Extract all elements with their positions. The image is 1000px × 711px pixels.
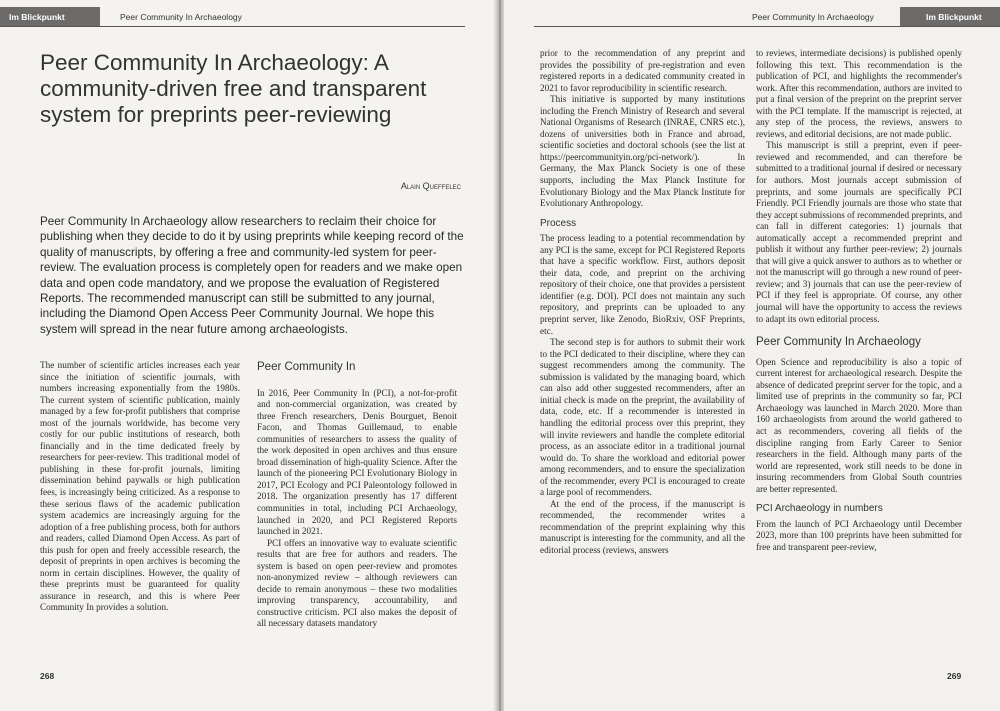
column-left-1 [40, 360, 240, 614]
subsection-heading: PCI Archaeology in numbers [756, 503, 883, 515]
header-rule [534, 26, 1000, 27]
right-page [504, 0, 1000, 711]
running-title: Peer Community In Archaeology [752, 12, 874, 22]
section-tag: Im Blickpunkt [0, 7, 100, 27]
column-left-2 [257, 362, 457, 630]
paragraph: The number of scientific articles increases each year since the initiation of scientific journals, with numbers increasing exponentially from the 1980s. The current system of scientific publication, mainly managed by a few for-profit publishers that comprise most of the journals worldwide, has become very costly for our public institutions of research, both financially and in the time dedicated freely by researchers for peer-review. This traditional model of publishing in these for-profit journals, limiting dissemination behind paywalls or high publication fees, is increasingly being criticized. As a response to these serious flaws of the academic publication system academics are increasingly arguing for the adoption of a free publishing process, both for authors and readers, called Diamond Open Access. As part of this push for open and freely accessible research, the deposit of preprints in open archives is becoming the norm in certain disciplines. However, the quality of these preprints must be guaranteed for quality assurance in research, and this is where Peer Community In provides a solution. [40, 360, 240, 613]
paragraph: From the launch of PCI Archaeology until December 2023, more than 100 preprints have been submitted for free and transparent peer-review, [756, 518, 962, 552]
paragraph: Open Science and reproducibility is also a topic of current interest for archaeological research. Despite the absence of dedicated preprint server for the topic, and a limited use of preprints in the community so far, PCI Archaeology was launched in March 2020. More than 160 archaeologists from around the world gathered to act as recommenders, covering all fields of the discipline ranging from Early Career to Senior researchers in the field. Although many parts of the world are represented, work still needs to be done in insuring recommenders from Global South countries are better represented. [756, 356, 962, 494]
paragraph: This manuscript is still a preprint, even if peer-reviewed and recommended, and can therefore be submitted to a traditional journal if desired or necessary for authors. Most journals accept submission of preprints, and some journals are specifically PCI Friendly. PCI Friendly journals are those who state that they accept submissions of recommended preprints, and can fall in different categories: 1) journals that automatically accept a recommended preprint and publish it without any further peer-review; 2) journals that will give a quick answer to authors as to whether or not the manuscript will go through a new round of peer-review; and 3) journals that can use the peer-review of PCI if they feel is appropriate. Of course, any other journal will have the opportunity to access the reviews to adapt its own editorial process. [756, 140, 962, 324]
column-right-2 [756, 48, 962, 553]
section-heading: Peer Community In Archaeology [756, 336, 921, 349]
page-number: 269 [947, 671, 962, 681]
paragraph: PCI offers an innovative way to evaluate scientific results that are free for authors and readers. The system is based on open peer-review and promotes non-anonymized review – although reviewers can decide to remain anonymous – these two modalities improving transparency, accountability, and constructive criticism. PCI also makes the deposit of all necessary datasets mandatory [257, 537, 457, 629]
paragraph: to reviews, intermediate decisions) is published openly following this text. This recommendation is the publication of PCI, and highlights the recommender's work. After this recommendation, authors are invited to put a final version of the preprint on the preprint server with the PCI template. If the manuscript is rejected, at any step of the process, the reviews, answers to reviews, and editorial decisions, are not made public. [756, 48, 962, 139]
column-right-1 [540, 48, 745, 557]
section-heading: Process [540, 217, 577, 229]
article-title: Peer Community In Archaeology: A community-driven free and transparent system for preprints peer-reviewing [40, 50, 427, 127]
paragraph: The second step is for authors to submit their work to the PCI dedicated to their discipline, where they can suggest recommenders among the community. The submission is validated by the managing board, which can also add other suggested recommenders, after an initial check is made on the preprint, the availability of data, code, etc. If a recommender is interested in handling the editorial process over this preprint, they will invite reviewers and handle the complete editorial process, as an associate editor in a traditional journal would do. To share the workload and editorial power among recommenders, and to ensure the specialization of the recommender, every PCI is encouraged to create a large pool of recommenders. [540, 337, 745, 498]
paragraph: This initiative is supported by many institutions including the French Ministry of Research and several National Organisms of Research (INRAE, CNRS etc.), dozens of universities both in France and abroad, scientific societies and doctoral schools (see the list at https://peercommunityin.org/pci-network/). In Germany, the Max Planck Society is one of these supports, including the Max Planck Institute for Evolutionary Biology and the Max Planck Institute for Evolutionary Anthropology. [540, 94, 745, 209]
author-name: Alain Queffelec [400, 181, 461, 191]
header-rule [0, 26, 465, 27]
paragraph: In 2016, Peer Community In (PCI), a not-for-profit and non-commercial organization, was created by three French researchers, Denis Bourguet, Benoit Facon, and Thomas Guillemaud, to enable communities of researchers to assess the quality of the work deposited in open archives and thus ensure broad dissemination of high-quality Science. After the launch of the pioneering PCI Evolutionary Biology in 2017, PCI Ecology and PCI Paleontology followed in 2018. The organization presently has 17 different communities in total, including PCI Archaeology, launched in 2020, and PCI Registered Reports launched in 2021. [257, 387, 457, 537]
left-page [0, 0, 496, 711]
page-number: 268 [40, 671, 55, 681]
section-heading: Peer Community In [257, 361, 356, 373]
paragraph: The process leading to a potential recommendation by any PCI is the same, except for PCI Registered Reports that have a specific workflow. First, authors deposit their data, code, and preprint on the archiving repository of their choice, one that provides a persistent identifier (e.g. DOI). PCI does not maintain any such repository, and preprints can be uploaded to any preprint server, like Zenodo, BioRxiv, OSF Preprints, etc. [540, 233, 745, 336]
running-title: Peer Community In Archaeology [120, 12, 242, 22]
abstract: Peer Community In Archaeology allow researchers to reclaim their choice for publishing when they decide to do it by using preprints while keeping record of the quality of manuscripts, by offering a free and community-led system for peer-review. The evaluation process is completely open for readers and we make open data and open code mandatory, and we propose the evaluation of Registered Reports. The recommended manuscript can still be submitted to any journal, including the Diamond Open Access Peer Community Journal. We hope this system will spread in the near future among archaeologists. [40, 215, 464, 336]
paragraph: At the end of the process, if the manuscript is recommended, the recommender writes a recommendation of the preprint explaining why this manuscript is interesting for the community, and all the editorial process (reviews, answers [540, 498, 745, 555]
paragraph: prior to the recommendation of any preprint and provides the possibility of pre-registration and even registered reports in a dedicated community created in 2021 to favor reproducibility in scientific research. [540, 48, 745, 93]
section-tag: Im Blickpunkt [900, 7, 1000, 27]
